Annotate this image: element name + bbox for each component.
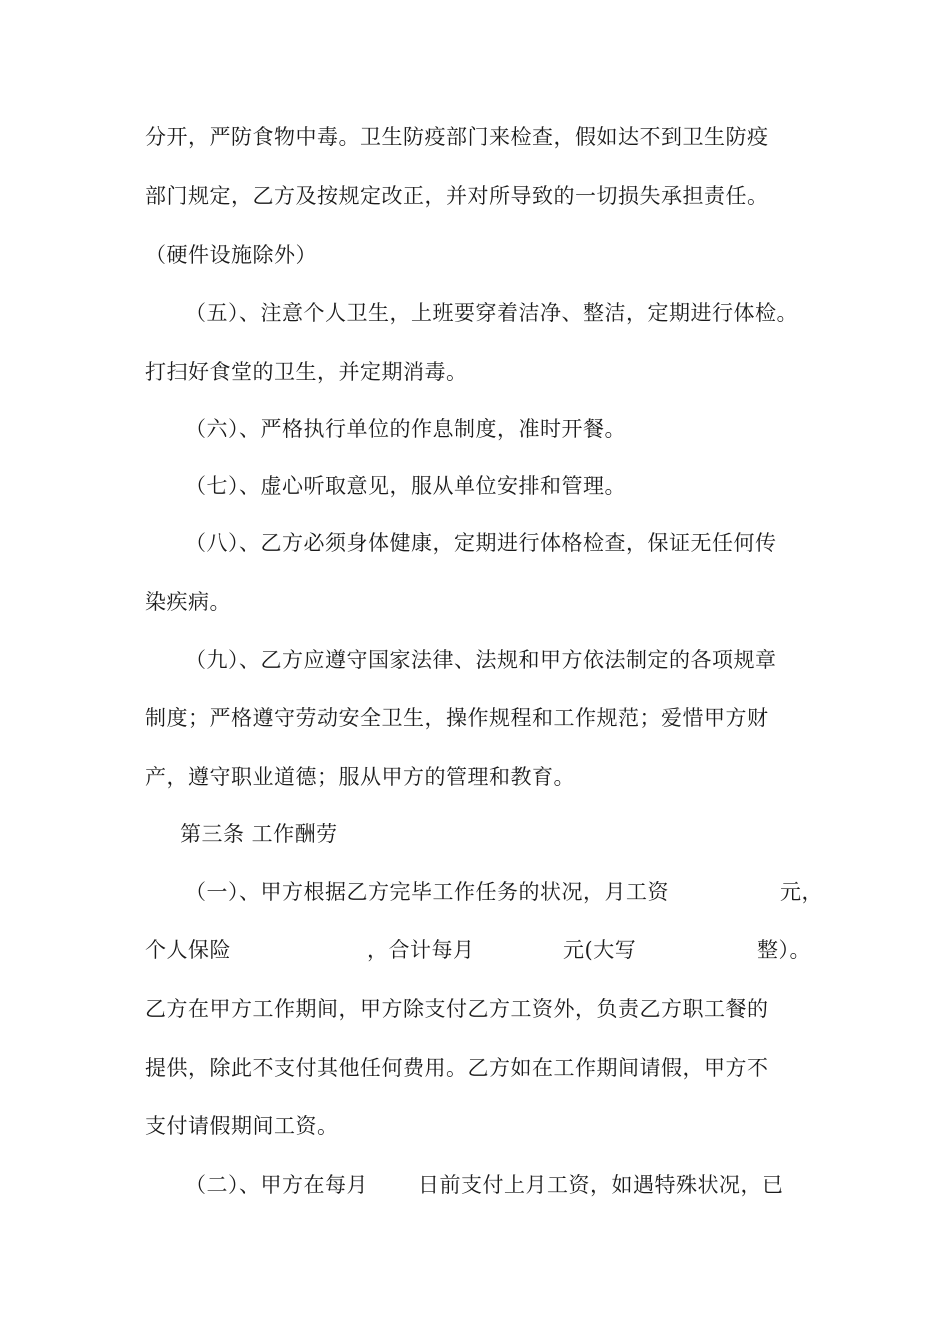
text-line: 打扫好食堂的卫生，并定期消毒。 (145, 360, 468, 384)
text-segment: 日前支付上月工资，如遇特殊状况，已 (418, 1173, 784, 1197)
clause-9: （九）、乙方应遵守国家法律、法规和甲方依法制定的各项规章 (185, 648, 777, 672)
text-line: （硬件设施除外） (145, 243, 317, 267)
text-line: 支付请假期间工资。 (145, 1114, 339, 1138)
text-line: 产，遵守职业道德；服从甲方的管理和教育。 (145, 765, 575, 789)
text-segment: （二）、甲方在每月 (185, 1173, 368, 1197)
clause-5: （五）、注意个人卫生，上班要穿着洁净、整洁，定期进行体检。 (185, 301, 798, 325)
clause-8: （八）、乙方必须身体健康，定期进行体格检查，保证无任何传 (185, 531, 777, 555)
text-line: 提供，除此不支付其他任何费用。乙方如在工作期间请假，甲方不 (145, 1056, 769, 1080)
text-line: 制度；严格遵守劳动安全卫生，操作规程和工作规范；爱惜甲方财 (145, 706, 769, 730)
text-line: 部门规定，乙方及按规定改正，并对所导致的一切损失承担责任。 (145, 184, 769, 208)
text-line: 分开，严防食物中毒。卫生防疫部门来检查，假如达不到卫生防疫 (145, 125, 769, 149)
salary-clause-2 (185, 1170, 805, 1200)
salary-clause-1-cont (145, 935, 825, 965)
text-segment: 整）。 (757, 938, 811, 962)
clause-6: （六）、严格执行单位的作息制度，准时开餐。 (185, 417, 626, 441)
text-line: 染疾病。 (145, 590, 231, 614)
text-segment: 个人保险 (145, 938, 231, 962)
section-heading: 第三条 工作酬劳 (180, 822, 338, 846)
text-segment: 元(大写 (563, 938, 637, 962)
salary-clause-1 (185, 877, 825, 907)
text-segment: ，合计每月 (367, 938, 475, 962)
clause-7: （七）、虚心听取意见，服从单位安排和管理。 (185, 474, 626, 498)
text-line: 乙方在甲方工作期间，甲方除支付乙方工资外，负责乙方职工餐的 (145, 997, 769, 1021)
text-segment: 元， (780, 880, 823, 904)
text-segment: （一）、甲方根据乙方完毕工作任务的状况，月工资 (185, 880, 669, 904)
